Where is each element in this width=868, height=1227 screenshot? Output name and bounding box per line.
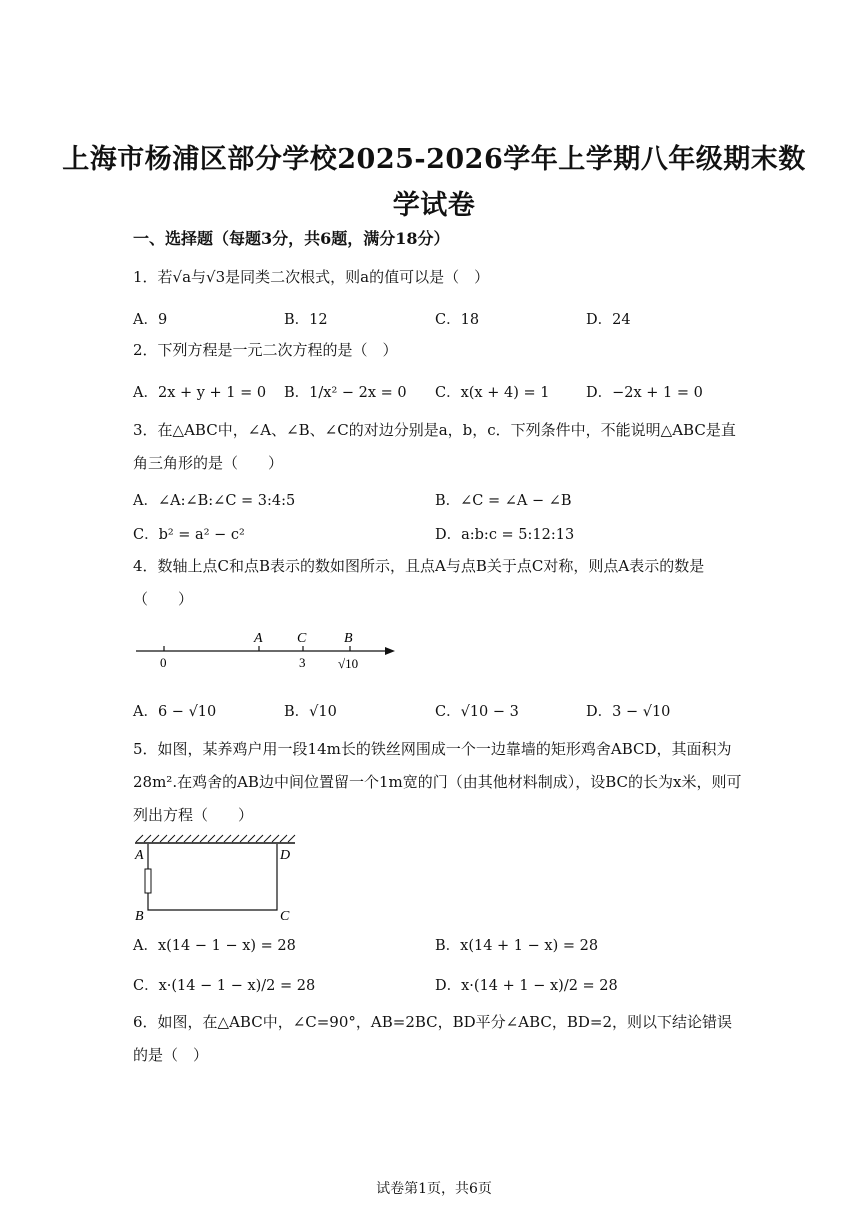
chicken-coop-figure	[130, 833, 302, 925]
q4-option-c: C．√10 − 3	[435, 704, 519, 720]
corner-a-label: A	[135, 848, 144, 863]
q5-option-d: D．x·(14 + 1 − x)/2 = 28	[435, 978, 618, 994]
q4-option-d: D．3 − √10	[586, 704, 671, 720]
q1-option-b: B．12	[284, 312, 328, 328]
q3-option-c: C．b² = a² − c²	[133, 527, 245, 543]
question-4-stem: 4．数轴上点C和点B表示的数如图所示，且点A与点B关于点C对称，则点A表示的数是（ ）	[133, 557, 705, 608]
q3-option-b: B．∠C = ∠A − ∠B	[435, 493, 572, 509]
question-1-stem: 1．若√a与√3是同类二次根式，则a的值可以是（ ）	[133, 268, 490, 286]
exam-title-line2: 学试卷	[392, 190, 476, 221]
section-heading: 一、选择题（每题3分，共6题，满分18分）	[133, 229, 450, 248]
q5-option-a: A．x(14 − 1 − x) = 28	[133, 938, 296, 954]
question-5-stem: 5．如图，某养鸡户用一段14m长的铁丝网围成一个一边靠墙的矩形鸡舍ABCD，其面积为28m².在鸡舍的AB边中间位置留一个1m宽的门（由其他材料制成），设BC的长为x米，则可列出方程（ ）	[133, 740, 742, 824]
point-c-label: C	[297, 631, 307, 646]
tick-label-0: 0	[160, 655, 167, 670]
q5-option-b: B．x(14 + 1 − x) = 28	[435, 938, 599, 954]
q1-option-d: D．24	[586, 312, 631, 328]
q1-option-c: C．18	[435, 312, 480, 328]
question-6-stem: 6．如图，在△ABC中，∠C=90°，AB=2BC，BD平分∠ABC，BD=2，则以下结论错误的是（ ）	[133, 1013, 733, 1064]
tick-label-sqrt10: √10	[338, 656, 359, 671]
corner-d-label: D	[280, 848, 291, 863]
question-2-stem: 2．下列方程是一元二次方程的是（ ）	[133, 341, 398, 359]
page-footer: 试卷第1页，共6页	[376, 1181, 492, 1197]
q4-option-b: B．√10	[284, 704, 337, 720]
q5-option-c: C．x·(14 − 1 − x)/2 = 28	[133, 978, 316, 994]
corner-b-label: B	[135, 909, 144, 924]
tick-label-3: 3	[299, 655, 306, 670]
q2-option-d: D．−2x + 1 = 0	[586, 385, 703, 401]
q4-option-a: A．6 − √10	[133, 704, 217, 720]
point-b-label: B	[344, 631, 353, 646]
q2-option-c: C．x(x + 4) = 1	[435, 385, 550, 401]
number-line-figure	[130, 625, 400, 675]
question-3-stem: 3．在△ABC中，∠A、∠B、∠C的对边分别是a，b，c．下列条件中，不能说明△ABC是直角三角形的是（ ）	[133, 421, 736, 472]
corner-c-label: C	[280, 909, 290, 924]
q3-option-d: D．a:b:c = 5:12:13	[435, 527, 575, 543]
q2-option-a: A．2x + y + 1 = 0	[133, 385, 267, 401]
q2-option-b: B．1/x² − 2x = 0	[284, 385, 407, 401]
q3-option-a: A．∠A:∠B:∠C = 3:4:5	[133, 493, 296, 509]
q1-option-a: A．9	[133, 312, 168, 328]
point-a-label: A	[254, 631, 263, 646]
exam-title-line1: 上海市杨浦区部分学校2025-2026学年上学期八年级期末数	[62, 144, 806, 175]
